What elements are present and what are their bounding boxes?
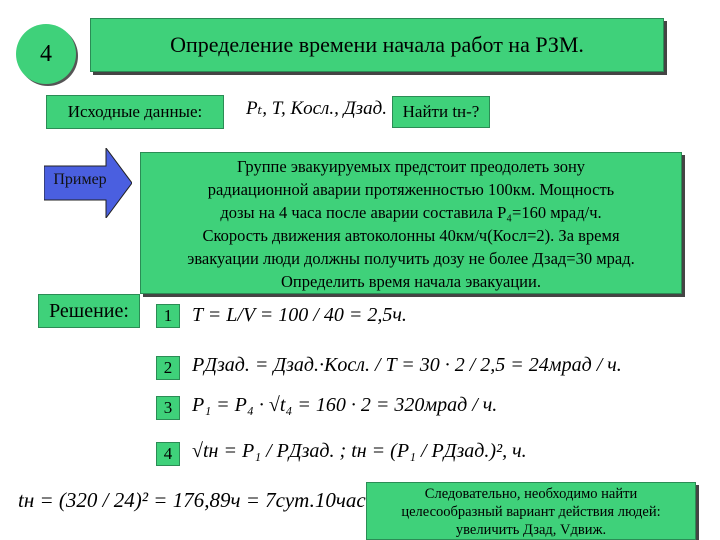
step-badge-2: 2 bbox=[156, 356, 180, 380]
step-badge-4: 4 bbox=[156, 442, 180, 466]
page-title: Определение времени начала работ на РЗМ. bbox=[90, 18, 664, 72]
task-line: дозы на 4 часа после аварии составила Р₄=160 мрад/ч. bbox=[220, 203, 602, 222]
step-formula-3: P₁ = P₄ · √t₄ = 160 · 2 = 320мрад / ч. bbox=[192, 394, 498, 416]
slide-number: 4 bbox=[40, 40, 52, 67]
step-badge-3: 3 bbox=[156, 396, 180, 420]
task-text-box bbox=[140, 152, 682, 294]
note-line: целесообразный вариант действия людей: bbox=[401, 504, 661, 520]
step-formula-4: √tн = P₁ / PДзад. ; tн = (P₁ / PДзад.)², ч. bbox=[192, 440, 527, 462]
task-line: Определить время начала эвакуации. bbox=[281, 272, 541, 291]
task-line: Скорость движения автоколонны 40км/ч(Косл=2). За время bbox=[202, 226, 620, 245]
task-line: радиационной аварии протяженностью 100км. Мощность bbox=[207, 180, 615, 199]
slide-number-badge bbox=[16, 24, 76, 84]
input-symbols: Pₜ, T, Kосл., Дзад. bbox=[246, 98, 387, 119]
task-line: Группе эвакуируемых предстоит преодолеть зону bbox=[236, 157, 586, 176]
note-line: увеличить Дзад, Vдвиж. bbox=[455, 522, 607, 538]
result-formula: tн = (320 / 24)² = 176,89ч = 7сут.10час bbox=[18, 488, 366, 512]
input-data-label: Исходные данные: bbox=[46, 95, 224, 129]
conclusion-box bbox=[366, 482, 696, 540]
task-line: эвакуации люди должны получить дозу не более Дзад=30 мрад. bbox=[187, 249, 635, 268]
example-label: Пример bbox=[53, 171, 107, 188]
solution-label: Решение: bbox=[38, 294, 140, 328]
step-formula-1: T = L/V = 100 / 40 = 2,5ч. bbox=[192, 304, 407, 326]
step-badge-1: 1 bbox=[156, 304, 180, 328]
find-label: Найти tн-? bbox=[392, 96, 490, 128]
step-formula-2: PДзад. = Дзад.·Kосл. / T = 30 · 2 / 2,5 = 24мрад / ч. bbox=[192, 354, 622, 376]
note-line: Следовательно, необходимо найти bbox=[424, 486, 638, 502]
